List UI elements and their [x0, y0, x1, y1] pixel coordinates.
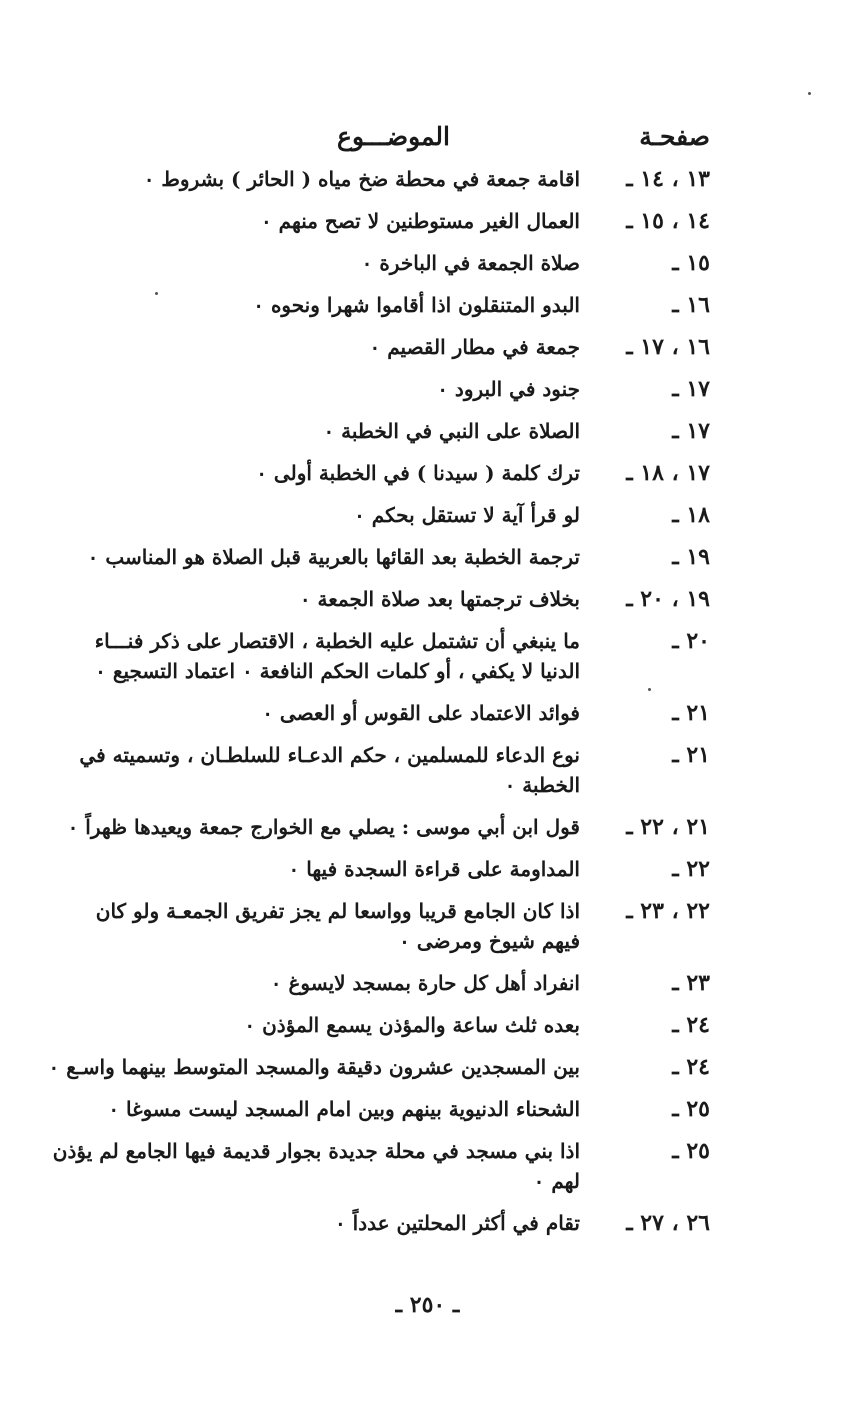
index-entry	[0, 620, 855, 692]
index-entry	[0, 890, 855, 962]
entry-topic-line: قول ابن أبي موسى : يصلي مع الخوارج جمعة ويعيدها ظهراً ٠	[67, 815, 580, 839]
entry-page-numbers: ١٤ ، ١٥ ـ	[626, 208, 710, 234]
entry-page-numbers: ٢١ ـ	[672, 742, 710, 768]
print-speck	[155, 292, 158, 295]
print-speck	[808, 92, 811, 95]
index-entry	[0, 410, 855, 452]
index-entry	[0, 200, 855, 242]
entry-topic-line: الصلاة على النبي في الخطبة ٠	[323, 419, 580, 443]
entry-page-numbers: ١٩ ، ٢٠ ـ	[626, 586, 710, 612]
entry-page-numbers: ٢٢ ـ	[672, 856, 710, 882]
entry-topic	[0, 1208, 580, 1238]
entry-topic-line: جنود في البرود ٠	[437, 377, 580, 401]
index-entry	[0, 368, 855, 410]
entry-topic	[0, 1136, 710, 1196]
entry-topic-line: المداومة على قراءة السجدة فيها ٠	[288, 857, 580, 881]
entry-topic-line: صلاة الجمعة في الباخرة ٠	[361, 251, 580, 275]
page-number: ـ ٢٥٠ ـ	[395, 1292, 460, 1318]
entry-page-numbers: ١٨ ـ	[672, 502, 710, 528]
entry-topic-line: تقام في أكثر المحلتين عدداً ٠	[334, 1211, 580, 1235]
index-entry	[0, 494, 855, 536]
entry-topic-line: ما ينبغي أن تشتمل عليه الخطبة ، الاقتصار على ذكر فنـــاء	[94, 629, 580, 653]
entry-topic-line: بين المسجدين عشرون دقيقة والمسجد المتوسط بينهما واسـع ٠	[48, 1055, 580, 1079]
index-entry	[0, 284, 855, 326]
entry-topic	[0, 248, 580, 278]
index-entry	[0, 1130, 855, 1202]
entry-topic-line: جمعة في مطار القصيم ٠	[369, 335, 580, 359]
entry-topic	[0, 206, 580, 236]
index-entry	[0, 1046, 855, 1088]
entry-page-numbers: ١٦ ، ١٧ ـ	[626, 334, 710, 360]
entry-topic	[0, 1094, 580, 1124]
entry-topic-line: اقامة جمعة في محطة ضخ مياه ( الحائر ) بشروط ٠	[143, 167, 580, 191]
entry-page-numbers: ٢٥ ـ	[672, 1096, 710, 1122]
entry-topic-line: ترجمة الخطبة بعد القائها بالعربية قبل الصلاة هو المناسب ٠	[87, 545, 580, 569]
entry-topic	[0, 290, 580, 320]
entry-topic	[0, 1010, 580, 1040]
entry-page-numbers: ١٩ ـ	[672, 544, 710, 570]
entry-topic	[0, 416, 580, 446]
entry-page-numbers: ١٧ ، ١٨ ـ	[626, 460, 710, 486]
entry-page-numbers: ٢٣ ـ	[672, 970, 710, 996]
entry-topic	[0, 500, 580, 530]
entry-topic-line: الشحناء الدنيوية بينهم وبين امام المسجد ليست مسوغا ٠	[108, 1097, 580, 1121]
index-entry	[0, 326, 855, 368]
entry-topic	[0, 812, 710, 842]
index-entry	[0, 578, 855, 620]
page-column-heading: صفحـة	[639, 122, 710, 151]
entry-topic	[0, 164, 580, 194]
index-entries	[0, 158, 855, 1244]
entry-topic-line: العمال الغير مستوطنين لا تصح منهم ٠	[260, 209, 580, 233]
index-entry	[0, 734, 855, 806]
entry-topic-line: الخطبة ٠	[504, 773, 580, 797]
entry-page-numbers: ٢٢ ، ٢٣ ـ	[626, 898, 710, 924]
entry-topic-line: اذا كان الجامع قريبا وواسعا لم يجز تفريق الجمعـة ولو كان	[95, 899, 580, 923]
entry-topic	[0, 740, 710, 800]
entry-topic	[0, 374, 580, 404]
entry-page-numbers: ٢٤ ـ	[672, 1012, 710, 1038]
entry-page-numbers: ٢٠ ـ	[672, 628, 710, 654]
entry-topic	[0, 698, 580, 728]
entry-topic	[0, 968, 580, 998]
index-entry	[0, 1088, 855, 1130]
entry-topic-line: بعده ثلث ساعة والمؤذن يسمع المؤذن ٠	[244, 1013, 580, 1037]
entry-topic	[0, 854, 580, 884]
entry-topic	[0, 584, 580, 614]
entry-page-numbers: ١٣ ، ١٤ ـ	[626, 166, 710, 192]
entry-page-numbers: ١٦ ـ	[672, 292, 710, 318]
column-header	[0, 122, 855, 162]
entry-topic	[0, 332, 580, 362]
index-entry	[0, 452, 855, 494]
entry-page-numbers: ٢٤ ـ	[672, 1054, 710, 1080]
entry-topic-line: ترك كلمة ( سيدنا ) في الخطبة أولى ٠	[256, 461, 580, 485]
index-entry	[0, 806, 855, 848]
entry-topic-line: فوائد الاعتماد على القوس أو العصى ٠	[262, 701, 580, 725]
index-entry	[0, 848, 855, 890]
topic-column-heading: الموضـــوع	[337, 122, 450, 151]
index-entry	[0, 158, 855, 200]
entry-topic-line: انفراد أهل كل حارة بمسجد لايسوغ ٠	[270, 971, 580, 995]
entry-topic	[0, 542, 710, 572]
entry-topic-line: لهم ٠	[533, 1169, 580, 1193]
print-speck	[648, 688, 651, 691]
entry-page-numbers: ١٧ ـ	[672, 376, 710, 402]
entry-topic	[0, 626, 710, 686]
entry-topic	[0, 458, 580, 488]
index-entry	[0, 536, 855, 578]
entry-topic-line: لو قرأ آية لا تستقل بحكم ٠	[354, 503, 580, 527]
entry-topic-line: فيهم شيوخ ومرضى ٠	[399, 929, 580, 953]
entry-page-numbers: ٢١ ، ٢٢ ـ	[626, 814, 710, 840]
entry-page-numbers: ٢١ ـ	[672, 700, 710, 726]
entry-topic	[0, 1052, 710, 1082]
entry-topic	[0, 896, 710, 956]
entry-page-numbers: ٢٦ ، ٢٧ ـ	[626, 1210, 710, 1236]
index-entry	[0, 242, 855, 284]
entry-page-numbers: ٢٥ ـ	[672, 1138, 710, 1164]
entry-page-numbers: ١٥ ـ	[672, 250, 710, 276]
index-entry	[0, 1004, 855, 1046]
index-entry	[0, 692, 855, 734]
entry-topic-line: بخلاف ترجمتها بعد صلاة الجمعة ٠	[299, 587, 580, 611]
entry-page-numbers: ١٧ ـ	[672, 418, 710, 444]
index-entry	[0, 962, 855, 1004]
index-entry	[0, 1202, 855, 1244]
entry-topic-line: الدنيا لا يكفي ، أو كلمات الحكم النافعة ٠ اعتماد التسجيع ٠	[95, 659, 580, 683]
entry-topic-line: البدو المتنقلون اذا أقاموا شهرا ونحوه ٠	[253, 293, 580, 317]
entry-topic-line: نوع الدعاء للمسلمين ، حكم الدعـاء للسلطـان ، وتسميته في	[79, 743, 580, 767]
entry-topic-line: اذا بني مسجد في محلة جديدة بجوار قديمة فيها الجامع لم يؤذن	[52, 1139, 580, 1163]
